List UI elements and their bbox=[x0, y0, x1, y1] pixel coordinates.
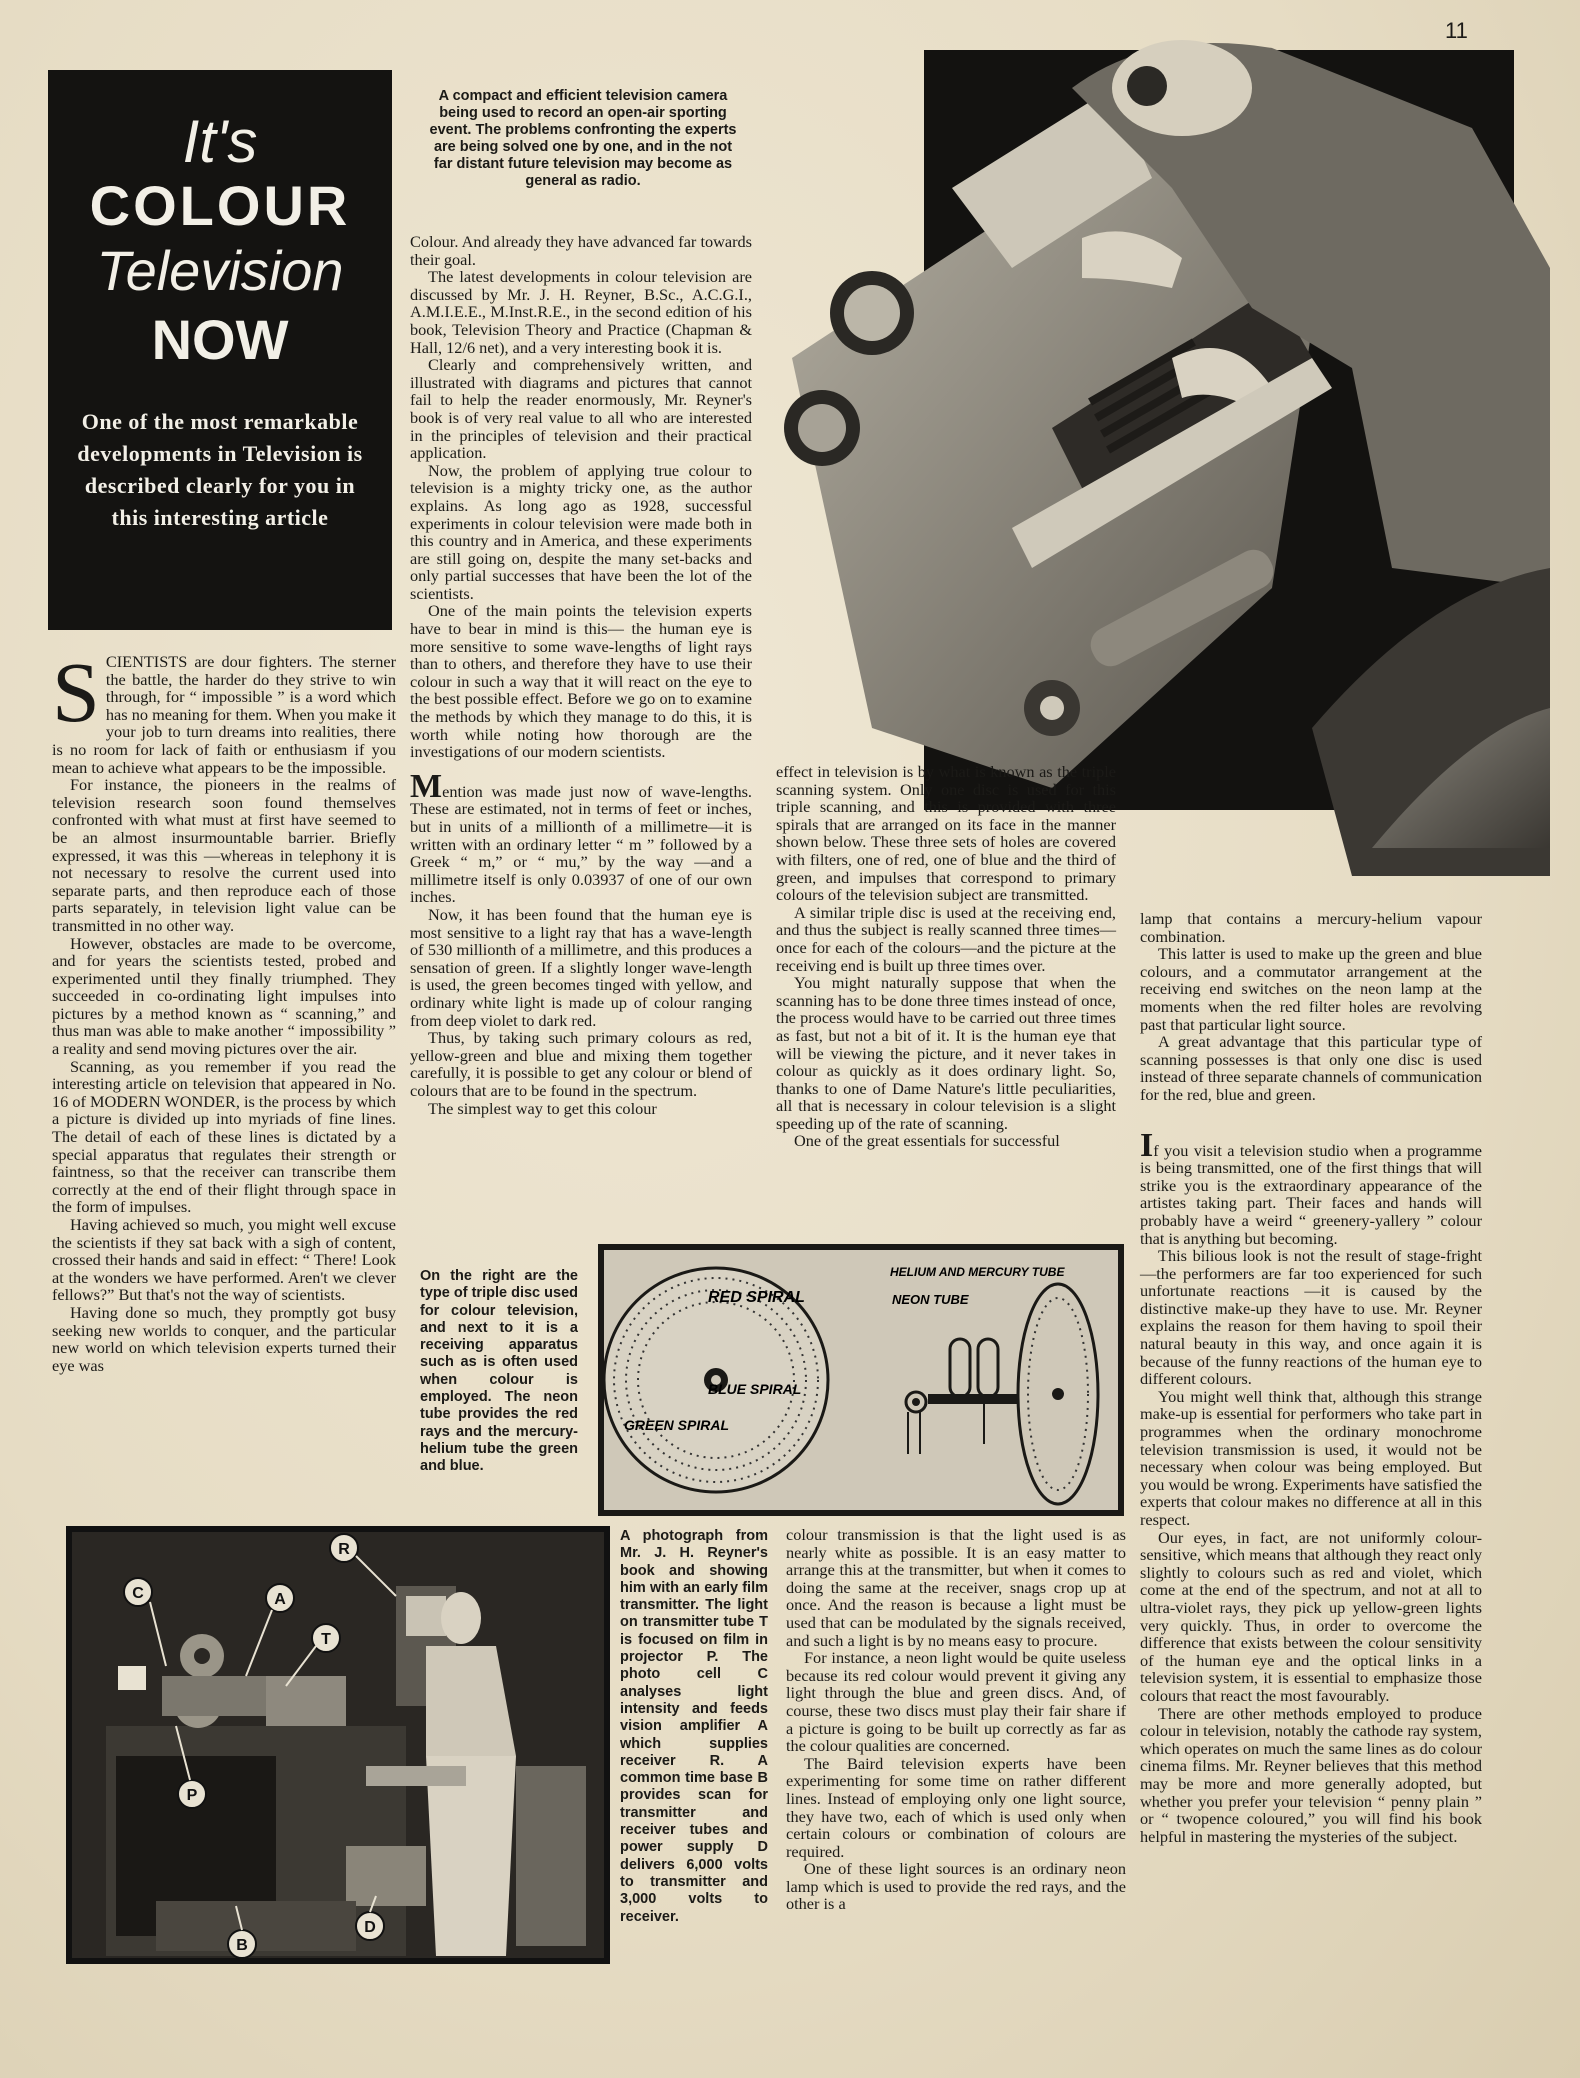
initial-i: I bbox=[1140, 1126, 1154, 1164]
col4-paragraph: If you visit a television studio when a programme is being transmitted, one of the first things that will strike you is the extraordinary appearance of the artistes taking part. Their faces and hands will probably have a weird “ greenery-yallery ” colour that is anything but becoming. bbox=[1140, 1126, 1482, 1248]
col2-paragraph: The latest developments in colour television are discussed by Mr. J. H. Reyner, B.Sc., A.C.G.I., A.M.I.E.E., M.Inst.R.E., in the second edition of his book, Television Theory and Practice (Chapman & Hall, 12/6 net), and a very interesting book it is. bbox=[410, 267, 752, 357]
col3-paragraph: You might naturally suppose that when the scanning has to be done three times instead of once, the process would have to be carried out three times as fast, but not a bit of it. It is the human eye that will be viewing the picture, and it never takes in colour as quickly as it does ordinary light. So, thanks to one of Dame Nature's little peculiarities, all that is necessary in colour television is a slight speeding up of the rate of scanning. bbox=[776, 973, 1116, 1133]
col1-paragraph: Scanning, as you remember if you read the interesting article on television that appeared in No. 16 of MODERN WONDER, is the process by which a picture is divided up into myriads of fine lines. The detail of each of these lines is dictated by a special apparatus that regulates their strength or faintness, so that the receiver can transcribe them correctly at the end of their flight through space in the form of impulses. bbox=[52, 1056, 396, 1217]
triple-disc-diagram bbox=[598, 1244, 1124, 1516]
helium-mercury-label: HELIUM AND MERCURY TUBE bbox=[890, 1265, 1065, 1279]
col4-paragraph: There are other methods employed to produce colour in television, notably the cathode ray system, which operates on much the same lines as do colour cinema films. Mr. Reyner believes that this method may be more and more generally adopted, but whether you prefer your television “ penny plain ” or “ twopence coloured,” you will find his book helpful in mastering the mysteries of the subject. bbox=[1140, 1703, 1482, 1846]
blue-spiral-label: BLUE SPIRAL bbox=[708, 1381, 802, 1397]
green-spiral-label: GREEN SPIRAL bbox=[624, 1417, 730, 1433]
col2-paragraph: Clearly and comprehensively written, and illustrated with diagrams and pictures that cannot fail to help the reader enormously, Mr. Reyner's book is of very real value to all who are interested in the principles of television and their practical application. bbox=[410, 355, 752, 463]
column-1 bbox=[52, 644, 396, 1375]
col3b-paragraph: For instance, a neon light would be quite useless because its red colour would prevent it giving any light through the blue and green discs. And, of course, these two discs must play their fair share if a picture is going to be built up correctly as far as the colour qualities are concerned. bbox=[786, 1648, 1126, 1756]
lead-photo-caption: A compact and efficient television camera being used to record an open-air sporting event. The problems confronting the experts are being solved one by one, and in the not far distant future television may become as general as radio. bbox=[429, 88, 737, 189]
col3b-paragraph: The Baird television experts have been experimenting for some time on rather different lines. Instead of employing only one light source, they have two, each of which is used only when certain colours or combination of colours are required. bbox=[786, 1753, 1126, 1861]
col1-paragraph: Having achieved so much, you might well excuse the scientists if they sat back with a sigh of content, crossed their hands and said in effect: “ There! Look at the wonders we have performed. Aren't we clever fellows?” But that's not the way of scientists. bbox=[52, 1215, 396, 1305]
column-4 bbox=[1140, 910, 1482, 1845]
label-t: T bbox=[321, 1631, 331, 1648]
camera-operator-photo bbox=[752, 28, 1550, 876]
col3b-paragraph: colour transmission is that the light used is as nearly white as possible. It is an easy matter to arrange this at the transmitter, but when it comes to doing the same at the receiver, snags crop up at once. And the reason is because a light must be used that can be modulated by the signals received, and such a light is by no means easy to procure. bbox=[786, 1525, 1126, 1650]
red-spiral-label: RED SPIRAL bbox=[708, 1289, 805, 1306]
col4-paragraph: A great advantage that this particular type of scanning possesses is that only one disc is used instead of three separate channels of communication for the red, blue and green. bbox=[1140, 1032, 1482, 1104]
label-d: D bbox=[364, 1919, 376, 1936]
label-p: P bbox=[186, 1787, 198, 1804]
headline-its: It's bbox=[182, 108, 258, 175]
page-number: 11 bbox=[1445, 18, 1468, 43]
col4-paragraph: You might well think that, although this strange make-up is essential for performers who take part in programmes when the ordinary monochrome television transmission is used, it would not be necessary when colour was being employed. But you would be wrong. Experiments have satisfied the experts that colour makes no difference at all in this respect. bbox=[1140, 1386, 1482, 1529]
drop-cap-s: S bbox=[52, 644, 100, 740]
col2-paragraph: The simplest way to get this colour bbox=[428, 1098, 657, 1118]
col4-paragraph: lamp that contains a mercury-helium vapour combination. bbox=[1140, 909, 1482, 946]
label-r: R bbox=[338, 1541, 350, 1558]
headline-now: NOW bbox=[151, 308, 289, 371]
neon-tube-label: NEON TUBE bbox=[892, 1292, 969, 1307]
col3-paragraph: A similar triple disc is used at the receiving end, and thus the subject is really scanned three times—once for each of the colours—and the picture at the receiving end is built up three times over. bbox=[776, 902, 1116, 975]
label-a: A bbox=[274, 1591, 286, 1608]
col4-paragraph: Our eyes, in fact, are not uniformly colour-sensitive, which means that although they react only slightly to colours such as red and violet, which come at the end of the spectrum, and not at all to ultra-violet rays, they pick up yellow-green lights very quickly. Thus, in order to overcome the difference that exists between the colour sensitivity of the human eye and the optical links in a television system, it is essential to emphasize those colours that react the most favourably. bbox=[1140, 1527, 1482, 1705]
col2-paragraph: Mention was made just now of wave-lengths. These are estimated, not in terms of feet or inches, but in units of a millionth of a millimetre—it is written with an ordinary letter “ m ” followed by a Greek “ m,” or “ mu,” by the way —and a millimetre itself is only 0.03937 of one of our own inches. bbox=[410, 767, 752, 907]
col2-paragraph: One of the main points the television experts have to bear in mind is this— the human eye is more sensitive to some wave-lengths of light rays than to others, and therefore they have to use their colour in such a way that it will react on the eye to the best possible effect. Before we go on to examine the methods by which they manage to do this, it is worth while noting how thorough are the investigations of our modern scientists. bbox=[410, 601, 752, 762]
col1-paragraph: However, obstacles are made to be overcome, and for years the scientists tested, probed and experimented until they finally triumphed. They succeeded in co-ordinating light impulses into pictures by a method known as “ scanning,” and thus man was able to make another “ impossibility ” a reality and send moving pictures over the air. bbox=[52, 933, 396, 1059]
col3-paragraph: One of the great essentials for successful bbox=[794, 1131, 1060, 1151]
col1-paragraph: SCIENTISTS are dour fighters. The sterner the battle, the harder do they strive to win through, for “ impossible ” is a word which has no meaning for them. When you make it your job to turn dreams into realities, there is no room for lack of faith or enthusiasm if you mean to achieve what appears to be the impossible. bbox=[52, 644, 396, 777]
col2-paragraph: Colour. And already they have advanced far towards their goal. bbox=[410, 232, 752, 269]
column-3-upper bbox=[776, 763, 1116, 1150]
col3-paragraph: effect in television is by what is known as the triple scanning system. Only one disc is used for this triple scanning, and this is provided with three spirals that are arranged on its face in the manner shown below. These three sets of holes are covered with filters, one of red, one of blue and the third of green, and impulses that correspond to primary colours of the television subject are transmitted. bbox=[776, 762, 1116, 905]
col3b-paragraph: One of these light sources is an ordinary neon lamp which is used to provide the red rays, and the other is a bbox=[786, 1859, 1126, 1914]
column-2 bbox=[410, 233, 752, 1117]
col4-paragraph: This latter is used to make up the green and blue colours, and a commutator arrangement at the receiving end switches on the neon lamp at the moments when the red filter holes are revolving past that particular light source. bbox=[1140, 944, 1482, 1034]
col2-paragraph: Now, it has been found that the human eye is most sensitive to a light ray that has a wave-length of 530 millionth of a millimetre, and this produces a sensation of green. If a slightly longer wave-length is used, the green becomes tinged with yellow, and ordinary white light is made up of colour ranging from deep violet to dark red. bbox=[410, 904, 752, 1030]
disc-diagram-caption: On the right are the type of triple disc used for colour television, and next to it is a receiving apparatus such as is often used when colour is employed. The neon tube provides the red rays and the mercury-helium tube the green and blue. bbox=[420, 1268, 578, 1475]
col1-paragraph: Having done so much, they promptly got busy seeking new worlds to conquer, and the particular new world on which television experts turned their eye was bbox=[52, 1302, 396, 1375]
col2-paragraph: Now, the problem of applying true colour to television is a mighty tricky one, as the author explains. As long ago as 1928, successful experiments in colour television were made both in this country and in America, and these experiments are still going on, despite the many set-backs and only partial successes that have been the lot of the scientists. bbox=[410, 460, 752, 603]
film-transmitter-photo bbox=[66, 1526, 610, 1964]
label-b: B bbox=[236, 1937, 248, 1954]
headline-television: Television bbox=[96, 239, 344, 302]
col1-paragraph: For instance, the pioneers in the realms of television research soon found themselves confronted with what must at first have seemed to be an almost insurmountable barrier. Briefly expressed, it was this —whereas in telephony it is not necessary to resolve the current used into separate parts, and then reproduce each of those parts separately, in television light value can be transmitted in no other way. bbox=[52, 775, 396, 935]
initial-m: M bbox=[410, 767, 443, 805]
col4-paragraph: This bilious look is not the result of stage-fright—the performers are far too experienced for such unfortunate reactions —it is caused by the distinctive make-up they have to use. Mr. Reyner explains the reason for them having to spoil their natural beauty in this way, and once again it is because of the funny reactions of the human eye to different colours. bbox=[1140, 1246, 1482, 1389]
headline-colour: COLOUR bbox=[89, 174, 351, 237]
column-3-lower bbox=[786, 1526, 1126, 1913]
headline-box bbox=[48, 70, 392, 630]
headline-subtitle: One of the most remarkable developments in Television is described clearly for you in this interesting article bbox=[77, 409, 363, 530]
label-c: C bbox=[132, 1585, 144, 1602]
film-transmitter-caption: A photograph from Mr. J. H. Reyner's book and showing him with an early film transmitter. The light on transmitter tube T is focused on film in projector P. The photo cell C analyses light intensity and feeds vision amplifier A which supplies receiver R. A common time base B provides scan for transmitter and receiver tubes and power supply D delivers 6,000 volts to transmitter and 3,000 volts to receiver. bbox=[620, 1528, 768, 1925]
col2-paragraph: Thus, by taking such primary colours as red, yellow-green and blue and mixing them together carefully, it is possible to get any colour or blend of colours that are to be found in the spectrum. bbox=[410, 1028, 752, 1100]
